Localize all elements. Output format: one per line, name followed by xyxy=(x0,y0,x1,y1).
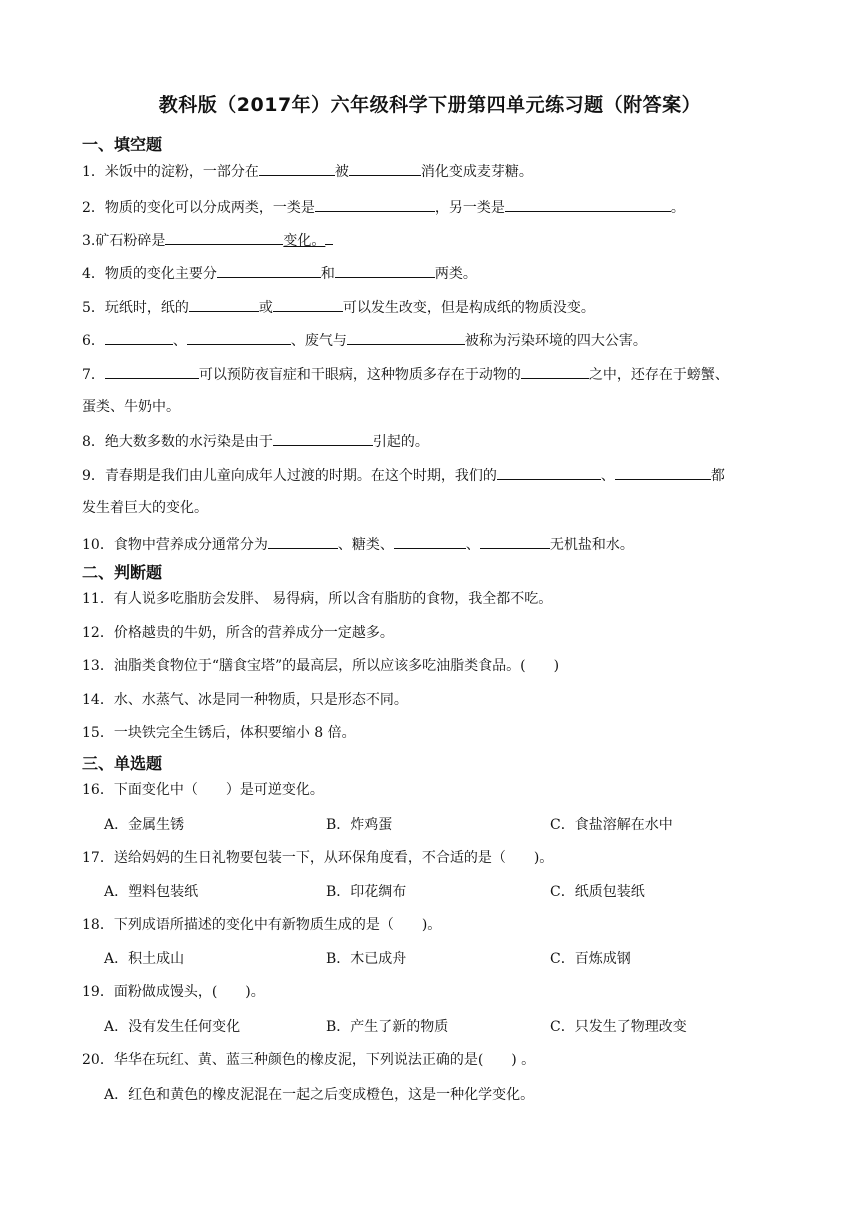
answer-blank[interactable] xyxy=(187,329,291,345)
answer-blank[interactable] xyxy=(273,296,343,312)
answer-blank[interactable] xyxy=(347,329,465,345)
option-b[interactable]: B．炸鸡蛋 xyxy=(326,817,393,833)
answer-blank[interactable] xyxy=(480,533,550,549)
option-a[interactable]: A．积土成山 xyxy=(104,951,185,967)
question-3: 3.矿石粉碎是 变化。 xyxy=(82,229,333,251)
option-c[interactable]: C．只发生了物理改变 xyxy=(550,1019,687,1035)
option-c[interactable]: C．纸质包装纸 xyxy=(550,884,645,900)
question-1: 1．米饭中的淀粉，一部分在 被 消化变成麦芽糖。 xyxy=(82,160,533,182)
question-7-continued: 蛋类、牛奶中。 xyxy=(82,399,180,415)
question-18: 18．下列成语所描述的变化中有新物质生成的是（ )。 xyxy=(82,917,442,933)
question-9: 9．青春期是我们由儿童向成年人过渡的时期。在这个时期，我们的 、 都 xyxy=(82,464,725,486)
question-15: 15．一块铁完全生锈后，体积要缩小 8 倍。 xyxy=(82,725,356,741)
answer-blank[interactable] xyxy=(521,363,589,379)
option-b[interactable]: B．产生了新的物质 xyxy=(326,1019,449,1035)
section-heading-fill-in: 一、填空题 xyxy=(82,135,163,154)
answer-blank[interactable] xyxy=(105,329,173,345)
answer-blank[interactable] xyxy=(259,160,335,176)
option-b[interactable]: B．木已成舟 xyxy=(326,951,407,967)
question-6: 6． 、 、废气与 被称为污染环境的四大公害。 xyxy=(82,329,647,351)
answer-blank[interactable] xyxy=(497,464,601,480)
question-17: 17．送给妈妈的生日礼物要包装一下，从环保角度看，不合适的是（ )。 xyxy=(82,850,554,866)
answer-blank[interactable] xyxy=(335,262,435,278)
option-c[interactable]: C．百炼成钢 xyxy=(550,951,631,967)
question-16: 16．下面变化中（ ）是可逆变化。 xyxy=(82,782,324,798)
answer-blank[interactable] xyxy=(273,430,373,446)
section-heading-true-false: 二、判断题 xyxy=(82,563,163,582)
question-8: 8．绝大数多数的水污染是由于 引起的。 xyxy=(82,430,429,452)
question-20: 20．华华在玩红、黄、蓝三种颜色的橡皮泥，下列说法正确的是( ) 。 xyxy=(82,1052,536,1068)
answer-blank[interactable] xyxy=(165,229,283,245)
question-9-continued: 发生着巨大的变化。 xyxy=(82,500,208,516)
question-11: 11．有人说多吃脂肪会发胖、 易得病，所以含有脂肪的食物，我全都不吃。 xyxy=(82,591,553,607)
option-a[interactable]: A．塑料包装纸 xyxy=(104,884,199,900)
answer-blank[interactable] xyxy=(105,363,199,379)
question-10: 10．食物中营养成分通常分为 、糖类、 、 无机盐和水。 xyxy=(82,533,634,555)
answer-blank[interactable] xyxy=(315,196,435,212)
option-b[interactable]: B．印花绸布 xyxy=(326,884,407,900)
option-a[interactable]: A．没有发生任何变化 xyxy=(104,1019,241,1035)
answer-blank[interactable] xyxy=(505,196,671,212)
question-19: 19．面粉做成馒头，( )。 xyxy=(82,984,265,1000)
question-12: 12．价格越贵的牛奶，所含的营养成分一定越多。 xyxy=(82,625,394,641)
question-2: 2．物质的变化可以分成两类，一类是 ，另一类是 。 xyxy=(82,196,685,218)
answer-blank[interactable] xyxy=(217,262,321,278)
question-13: 13．油脂类食物位于“膳食宝塔”的最高层，所以应该多吃油脂类食品。( ) xyxy=(82,658,560,674)
answer-blank[interactable] xyxy=(615,464,711,480)
answer-blank[interactable] xyxy=(189,296,259,312)
question-4: 4．物质的变化主要分 和 两类。 xyxy=(82,262,477,284)
option-a[interactable]: A．金属生锈 xyxy=(104,817,185,833)
question-14: 14．水、水蒸气、冰是同一种物质，只是形态不同。 xyxy=(82,692,408,708)
answer-blank[interactable] xyxy=(394,533,466,549)
option-c[interactable]: C．食盐溶解在水中 xyxy=(550,817,673,833)
section-heading-single-choice: 三、单选题 xyxy=(82,754,163,773)
question-5: 5．玩纸时，纸的 或 可以发生改变，但是构成纸的物质没变。 xyxy=(82,296,595,318)
answer-blank[interactable] xyxy=(349,160,421,176)
question-7: 7． 可以预防夜盲症和干眼病，这种物质多存在于动物的 之中，还存在于螃蟹、 xyxy=(82,363,729,385)
option-a[interactable]: A．红色和黄色的橡皮泥混在一起之后变成橙色，这是一种化学变化。 xyxy=(104,1087,535,1103)
page-title: 教科版（2017年）六年级科学下册第四单元练习题（附答案） xyxy=(158,94,702,116)
answer-blank-tail xyxy=(325,229,333,245)
answer-blank[interactable] xyxy=(268,533,338,549)
